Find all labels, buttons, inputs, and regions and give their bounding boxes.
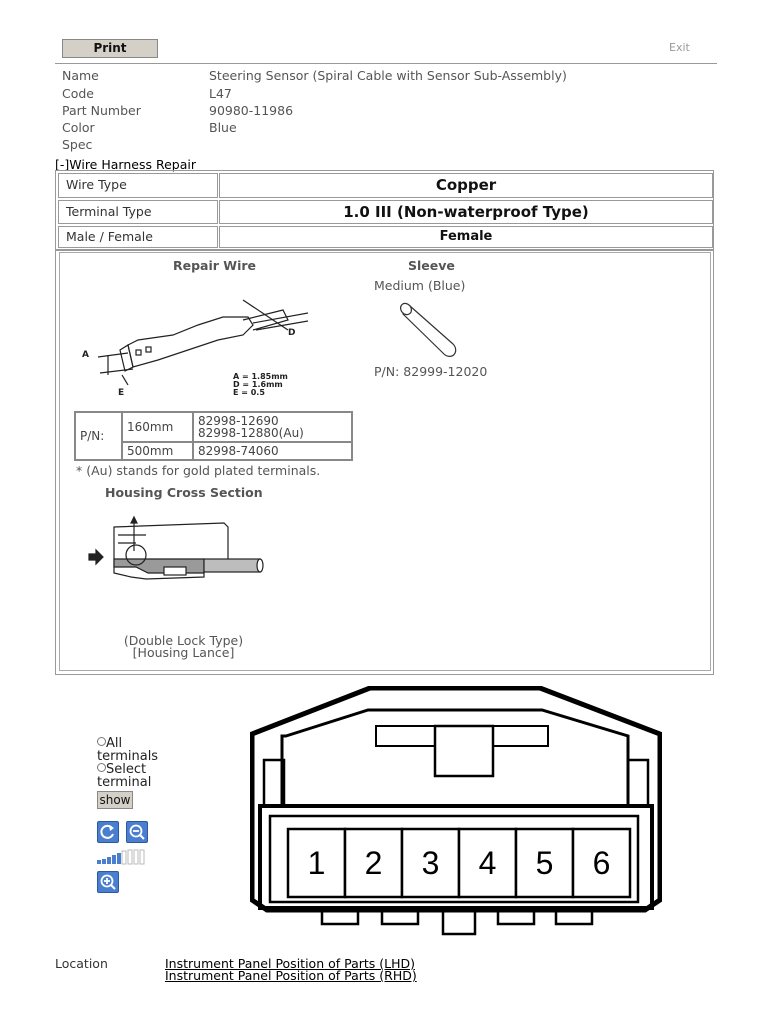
location-label: Location <box>55 956 108 971</box>
select-terminal-radio[interactable] <box>97 763 106 772</box>
sleeve-part-number: P/N: 82999-12020 <box>374 364 488 379</box>
housing-caption-lance: [Housing Lance] <box>132 645 235 660</box>
terminal-type-label: Terminal Type <box>58 200 218 224</box>
location-link-rhd[interactable]: Instrument Panel Position of Parts (RHD) <box>165 968 417 983</box>
select-terminal-text-1: Select <box>106 762 147 777</box>
code-label: Code <box>62 86 95 101</box>
label-e: E <box>118 388 125 398</box>
print-button[interactable]: Print <box>62 39 158 58</box>
pn-160-cell <box>193 412 352 442</box>
spec-label: Spec <box>62 137 93 152</box>
code-value: L47 <box>209 86 232 101</box>
pn-160-standard: 82998-12690 <box>198 414 279 428</box>
name-label: Name <box>62 68 99 83</box>
all-terminals-text-1: All <box>106 736 123 751</box>
rotate-icon <box>98 822 118 842</box>
dimension-a: A = 1.85mm <box>233 372 288 381</box>
color-value: Blue <box>209 120 237 135</box>
sleeve-diagram <box>398 298 468 358</box>
part-number-label: Part Number <box>62 103 141 118</box>
terminal-selector <box>97 737 158 789</box>
wire-harness-repair-toggle[interactable]: [-]Wire Harness Repair <box>55 157 196 172</box>
housing-cross-section-title: Housing Cross Section <box>105 485 263 500</box>
show-button[interactable]: show <box>97 791 133 809</box>
housing-cross-section-diagram <box>86 515 266 590</box>
length-500: 500mm <box>122 442 193 460</box>
terminal-5-label: 5 <box>535 845 554 881</box>
repair-wire-pn-table <box>74 411 353 461</box>
terminal-1-label: 1 <box>307 845 326 881</box>
terminal-2-label: 2 <box>364 845 383 881</box>
dimension-e: E = 0.5 <box>233 388 265 397</box>
dimension-d: D = 1.6mm <box>233 380 283 389</box>
spec-table <box>55 170 714 250</box>
repair-wire-title: Repair Wire <box>173 258 257 273</box>
all-terminals-text-2: terminals <box>97 749 159 764</box>
housing-caption <box>121 635 246 659</box>
label-a: A <box>82 350 89 360</box>
length-160: 160mm <box>122 412 193 442</box>
wire-type-label: Wire Type <box>58 173 218 198</box>
pn-label: P/N: <box>75 412 122 460</box>
male-female-value: Female <box>219 226 713 248</box>
select-terminal-text-2: terminal <box>97 775 152 790</box>
pn-500: 82998-74060 <box>193 442 352 460</box>
zoom-in-icon <box>98 872 118 892</box>
pn-160-gold: 82998-12880(Au) <box>198 426 304 440</box>
part-number-value: 90980-11986 <box>209 103 294 118</box>
gold-plated-note: * (Au) stands for gold plated terminals. <box>76 463 321 478</box>
location-link-lhd[interactable]: Instrument Panel Position of Parts (LHD) <box>165 956 416 971</box>
zoom-in-button[interactable] <box>97 871 119 893</box>
terminal-3-label: 3 <box>421 845 440 881</box>
wire-type-value: Copper <box>219 173 713 198</box>
rotate-button[interactable] <box>97 821 119 843</box>
connector-diagram <box>250 686 662 942</box>
color-label: Color <box>62 120 95 135</box>
name-value: Steering Sensor (Spiral Cable with Sensor Sub-Assembly) <box>209 68 567 83</box>
sleeve-size: Medium (Blue) <box>374 278 466 293</box>
zoom-out-icon <box>127 822 147 842</box>
zoom-level-indicator <box>97 849 149 865</box>
terminal-4-label: 4 <box>478 845 497 881</box>
terminal-type-value: 1.0 III (Non-waterproof Type) <box>219 200 713 224</box>
zoom-out-button[interactable] <box>126 821 148 843</box>
all-terminals-radio[interactable] <box>97 737 106 746</box>
male-female-label: Male / Female <box>58 226 218 248</box>
sleeve-title: Sleeve <box>408 258 455 273</box>
divider <box>55 63 717 64</box>
exit-link[interactable]: Exit <box>669 41 690 54</box>
label-d: D <box>288 328 296 338</box>
housing-caption-lock-type: (Double Lock Type) <box>123 633 244 648</box>
dimension-list <box>233 373 288 397</box>
terminal-6-label: 6 <box>592 845 611 881</box>
